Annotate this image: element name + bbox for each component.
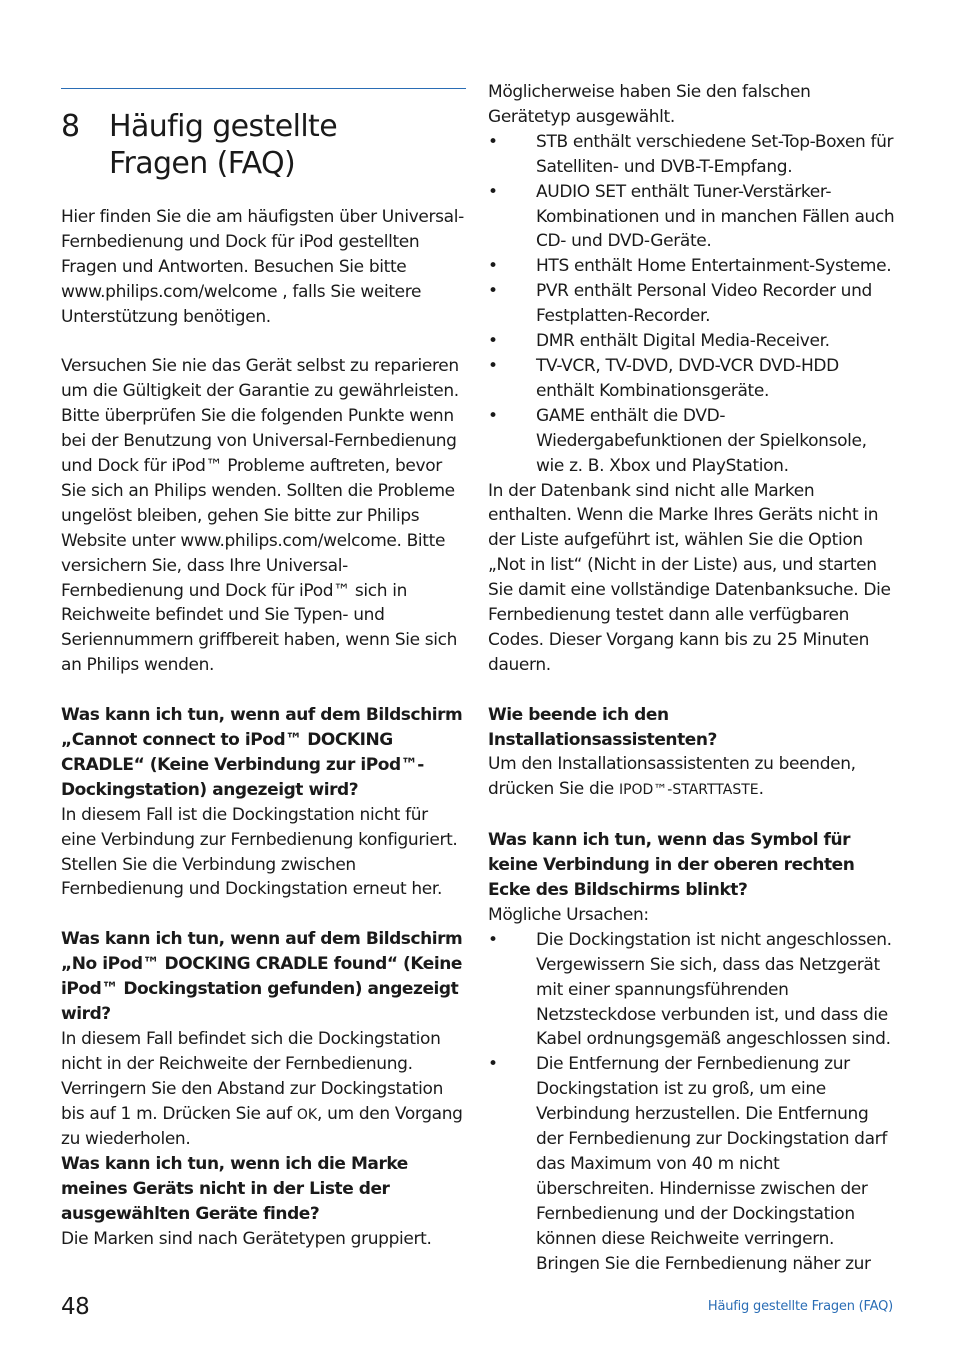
- device-type-list: [488, 130, 898, 479]
- running-footer-title: Häufig gestellte Fragen (FAQ): [707, 1299, 893, 1314]
- list-item: [488, 404, 898, 479]
- question-cannot-connect: Was kann ich tun, wenn auf dem Bildschirm „Cannot connect to iPod™ DOCKING CRADLE“ (Keine Verbindung zur iPod™-Dockingstation) angezeigt wird?: [61, 705, 463, 800]
- chapter-title: Häufig gestellte Fragen (FAQ): [109, 109, 338, 181]
- bullet-mark: •: [488, 1054, 498, 1075]
- answer-no-dock-found: [61, 1027, 467, 1153]
- answer-text: .: [758, 779, 764, 800]
- chapter-rule: [61, 88, 466, 89]
- bullet-mark: •: [488, 405, 498, 426]
- answer-brand-missing: Die Marken sind nach Gerätetypen gruppiert.: [61, 1229, 432, 1250]
- intro-paragraph: Hier finden Sie die am häufigsten über Universal-Fernbedienung und Dock für iPod gestellten Fragen und Antworten. Besuchen Sie bitte www.philips.com/welcome , falls Sie weitere Unterstützung benötigen.: [61, 207, 464, 327]
- answer-end-wizard: [488, 752, 898, 803]
- ipod-start-key-label: IPOD™-STARTTASTE: [618, 782, 759, 799]
- device-type-paragraph: Möglicherweise haben Sie den falschen Gerätetyp ausgewählt.: [488, 82, 811, 127]
- list-item: [488, 354, 898, 404]
- bullet-mark: •: [488, 256, 498, 277]
- list-item-text: STB enthält verschiedene Set-Top-Boxen für Satelliten- und DVB-T-Empfang.: [536, 131, 894, 177]
- question-no-dock-found: Was kann ich tun, wenn auf dem Bildschirm „No iPod™ DOCKING CRADLE found“ (Keine iPod™ Dockingstation gefunden) angezeigt wird?: [61, 929, 463, 1024]
- page-number: 48: [61, 1294, 90, 1320]
- possible-causes-label: Mögliche Ursachen:: [488, 904, 649, 925]
- bullet-mark: •: [488, 331, 498, 352]
- bullet-mark: •: [488, 281, 498, 302]
- answer-text: In diesem Fall befindet sich die Dockingstation nicht in der Reichweite der Fernbedienung. Verringern Sie den Abstand zur Dockingstation bis auf 1 m. Drücken Sie auf: [61, 1028, 444, 1124]
- question-end-wizard: Wie beende ich den Installationsassistenten?: [488, 704, 717, 750]
- chapter-heading: [61, 108, 467, 182]
- list-item-text: Die Dockingstation ist nicht angeschlossen. Vergewissern Sie sich, dass das Netzgerät mit einer spannungsführenden Netzsteckdose verbunden ist, und dass die Kabel ordnungsgemäß angeschlossen sind.: [536, 929, 892, 1050]
- bullet-mark: •: [488, 929, 498, 950]
- list-item: [488, 329, 898, 354]
- chapter-number: 8: [61, 109, 80, 144]
- database-paragraph: In der Datenbank sind nicht alle Marken enthalten. Wenn die Marke Ihres Geräts nicht in der Liste aufgeführt ist, wählen Sie die Option „Not in list“ (Nicht in der Liste) aus, und starten Sie damit eine vollständige Datenbanksuche. Die Fernbedienung testet dann alle verfügbaren Codes. Dieser Vorgang kann bis zu 25 Minuten dauern.: [488, 480, 891, 675]
- list-item-text: HTS enthält Home Entertainment-Systeme.: [536, 256, 892, 277]
- list-item-text: TV-VCR, TV-DVD, DVD-VCR DVD-HDD enthält Kombinationsgeräte.: [536, 355, 839, 401]
- question-no-connection-symbol: Was kann ich tun, wenn das Symbol für keine Verbindung in der oberen rechten Ecke des Bildschirms blinkt?: [488, 830, 855, 900]
- list-item: [488, 279, 898, 329]
- causes-list: [488, 928, 898, 1277]
- list-item: [488, 928, 898, 1053]
- left-column: [61, 205, 467, 1252]
- answer-cannot-connect: In diesem Fall ist die Dockingstation nicht für eine Verbindung zur Fernbedienung konfiguriert. Stellen Sie die Verbindung zwischen Fernbedienung und Dockingstation erneut her.: [61, 804, 458, 900]
- right-column: [488, 80, 898, 1276]
- bullet-mark: •: [488, 131, 498, 152]
- list-item: [488, 254, 898, 279]
- list-item: [488, 1052, 898, 1276]
- list-item-text: Die Entfernung der Fernbedienung zur Dockingstation ist zu groß, um eine Verbindung herzustellen. Die Entfernung der Fernbedienung zur Dockingstation darf das Maximum von 40 m nicht überschreiten. Hindernisse zwischen der Fernbedienung und der Dockingstation können diese Reichweite verringern. Bringen Sie die Fernbedienung näher zur: [536, 1054, 887, 1274]
- warning-paragraph: Versuchen Sie nie das Gerät selbst zu reparieren um die Gültigkeit der Garantie zu gewährleisten. Bitte überprüfen Sie die folgenden Punkte wenn bei der Benutzung von Universal-Fernbedienung und Dock für iPod™ Probleme auftreten, bevor Sie sich an Philips wenden. Sollten die Probleme ungelöst bleiben, gehen Sie bitte zur Philips Website unter www.philips.com/welcome. Bitte versichern Sie, dass Ihre Universal-Fernbedienung und Dock für iPod™ sich in Reichweite befindet und Sie Typen- und Seriennummern griffbereit haben, wenn Sie sich an Philips wenden.: [61, 356, 459, 676]
- answer-text: Um den Installationsassistenten zu beenden, drücken Sie die: [488, 754, 856, 800]
- list-item-text: DMR enthält Digital Media-Receiver.: [536, 331, 830, 352]
- answer-text: , um den Vorgang zu wiederholen.: [61, 1103, 463, 1150]
- question-brand-missing: Was kann ich tun, wenn ich die Marke meines Geräts nicht in der Liste der ausgewählten Geräte finde?: [61, 1154, 408, 1225]
- list-item: [488, 130, 898, 180]
- list-item-text: PVR enthält Personal Video Recorder und Festplatten-Recorder.: [536, 281, 872, 327]
- list-item: [488, 180, 898, 255]
- ok-key-label: OK: [296, 1106, 318, 1123]
- bullet-mark: •: [488, 181, 498, 202]
- bullet-mark: •: [488, 355, 498, 376]
- list-item-text: GAME enthält die DVD-Wiedergabefunktionen der Spielkonsole, wie z. B. Xbox und PlayStation.: [536, 405, 867, 476]
- list-item-text: AUDIO SET enthält Tuner-Verstärker-Kombinationen und in manchen Fällen auch CD- und DVD-Geräte.: [536, 181, 895, 252]
